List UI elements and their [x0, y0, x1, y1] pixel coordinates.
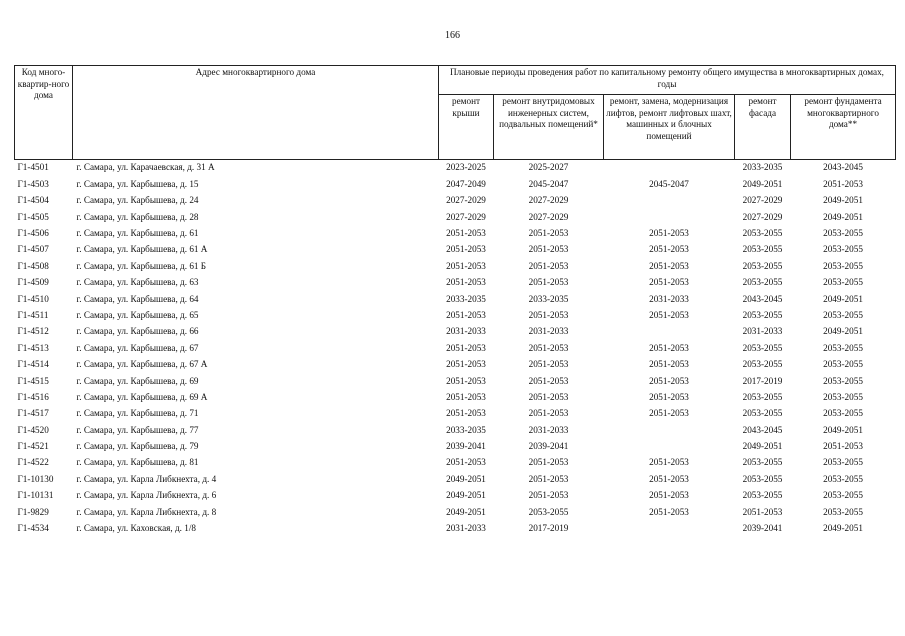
cell-roof: 2051-2053: [446, 375, 486, 386]
table-row: [15, 521, 896, 537]
table-row: [15, 357, 896, 373]
table-row: [15, 258, 896, 274]
header-roof: ремонт крыши: [439, 95, 494, 160]
cell-foundation: 2053-2055: [823, 490, 863, 501]
cell-systems: 2031-2033: [528, 424, 569, 435]
cell-code: Г1-4522: [17, 457, 49, 468]
cell-foundation: 2053-2055: [823, 457, 863, 468]
cell-elevators: 2051-2053: [649, 473, 689, 484]
cell-facade: 2053-2055: [742, 260, 783, 271]
cell-roof: 2049-2051: [446, 490, 486, 501]
table-row: [15, 340, 896, 356]
cell-address: г. Самара, ул. Карбышева, д. 81: [76, 457, 199, 468]
cell-elevators: 2051-2053: [649, 375, 689, 386]
cell-address: г. Самара, ул. Карбышева, д. 66: [76, 326, 199, 337]
cell-elevators: 2051-2053: [649, 457, 689, 468]
header-address: Адрес многоквартирного дома: [73, 66, 439, 160]
cell-elevators: 2051-2053: [649, 309, 689, 320]
cell-foundation: 2049-2051: [823, 326, 863, 337]
cell-code: Г1-4501: [17, 162, 49, 173]
cell-address: г. Самара, ул. Карбышева, д. 69: [76, 375, 199, 386]
cell-elevators: 2051-2053: [649, 244, 689, 255]
cell-facade: 2043-2045: [742, 424, 783, 435]
cell-systems: 2039-2041: [528, 441, 569, 452]
cell-code: Г1-4504: [17, 195, 49, 206]
cell-systems: 2025-2027: [528, 162, 569, 173]
cell-systems: 2051-2053: [528, 277, 569, 288]
cell-elevators: [604, 422, 735, 438]
cell-address: г. Самара, ул. Карла Либкнехта, д. 6: [76, 490, 217, 501]
cell-facade: 2053-2055: [742, 244, 783, 255]
cell-foundation: 2053-2055: [823, 277, 863, 288]
cell-foundation: 2053-2055: [823, 506, 863, 517]
table-row: [15, 504, 896, 520]
cell-facade: 2027-2029: [742, 211, 783, 222]
cell-code: Г1-4512: [17, 326, 49, 337]
cell-elevators: 2051-2053: [649, 260, 689, 271]
table-row: [15, 275, 896, 291]
cell-elevators: 2045-2047: [649, 178, 689, 189]
header-periods: Плановые периоды проведения работ по капитальному ремонту общего имущества в многоквартирных домах, годы: [439, 66, 896, 95]
cell-elevators: 2051-2053: [649, 506, 689, 517]
cell-facade: 2017-2019: [742, 375, 783, 386]
cell-address: г. Самара, ул. Карбышева, д. 77: [76, 424, 199, 435]
table-row: [15, 488, 896, 504]
cell-elevators: 2031-2033: [649, 293, 689, 304]
cell-foundation: 2051-2053: [823, 178, 863, 189]
cell-address: г. Самара, ул. Карбышева, д. 61: [76, 228, 199, 238]
cell-elevators: [604, 160, 735, 177]
page-number: 166: [445, 30, 460, 41]
cell-address: г. Самара, ул. Карбышева, д. 61 Б: [76, 260, 207, 271]
cell-address: г. Самара, ул. Каховская, д. 1/8: [76, 523, 197, 534]
table-row: [15, 471, 896, 487]
cell-facade: 2027-2029: [742, 195, 783, 206]
cell-code: Г1-4513: [17, 342, 49, 353]
cell-systems: 2051-2053: [528, 473, 569, 484]
cell-roof: 2051-2053: [446, 359, 486, 370]
cell-foundation: 2049-2051: [823, 293, 863, 304]
cell-facade: 2053-2055: [742, 309, 783, 320]
cell-roof: 2051-2053: [446, 408, 486, 419]
cell-foundation: 2053-2055: [823, 309, 863, 320]
table-row: [15, 242, 896, 258]
cell-address: г. Самара, ул. Карбышева, д. 64: [76, 293, 199, 304]
cell-foundation: 2053-2055: [823, 342, 863, 353]
header-elevators: ремонт, замена, модернизация лифтов, ремонт лифтовых шахт, машинных и блочных помещений: [604, 95, 735, 160]
table-row: [15, 455, 896, 471]
cell-systems: 2033-2035: [528, 293, 569, 304]
cell-code: Г1-4516: [17, 391, 49, 402]
header-facade: ремонт фасада: [735, 95, 791, 160]
cell-elevators: 2051-2053: [649, 391, 689, 402]
cell-facade: 2039-2041: [742, 523, 783, 534]
cell-roof: 2051-2053: [446, 342, 486, 353]
cell-code: Г1-4514: [17, 359, 49, 370]
table-row: [15, 160, 896, 177]
cell-address: г. Самара, ул. Карбышева, д. 61 А: [76, 244, 208, 255]
cell-foundation: 2049-2051: [823, 424, 863, 435]
cell-roof: 2049-2051: [446, 473, 486, 484]
table-row: [15, 389, 896, 405]
cell-code: Г1-4515: [17, 375, 49, 386]
cell-roof: 2047-2049: [446, 178, 486, 189]
cell-systems: 2031-2033: [528, 326, 569, 337]
cell-address: г. Самара, ул. Карачаевская, д. 31 А: [76, 162, 215, 173]
cell-roof: 2051-2053: [446, 309, 486, 320]
cell-facade: 2053-2055: [742, 391, 783, 402]
cell-foundation: 2053-2055: [823, 473, 863, 484]
cell-code: Г1-4510: [17, 293, 49, 304]
cell-address: г. Самара, ул. Карбышева, д. 28: [76, 211, 199, 222]
header-code: Код много-квартир-ного дома: [15, 66, 73, 160]
cell-address: г. Самара, ул. Карбышева, д. 63: [76, 277, 199, 288]
cell-code: Г1-4506: [17, 228, 49, 238]
cell-facade: 2053-2055: [742, 359, 783, 370]
table-row: [15, 193, 896, 209]
cell-roof: 2051-2053: [446, 260, 486, 271]
table-row: [15, 226, 896, 242]
cell-facade: 2053-2055: [742, 457, 783, 468]
cell-code: Г1-4511: [17, 309, 49, 320]
cell-systems: 2051-2053: [528, 228, 569, 238]
cell-foundation: 2049-2051: [823, 523, 863, 534]
cell-foundation: 2053-2055: [823, 228, 863, 238]
cell-facade: 2051-2053: [742, 506, 783, 517]
cell-code: Г1-4517: [17, 408, 49, 419]
cell-foundation: 2053-2055: [823, 408, 863, 419]
cell-systems: 2051-2053: [528, 391, 569, 402]
cell-foundation: 2049-2051: [823, 195, 863, 206]
cell-address: г. Самара, ул. Карбышева, д. 79: [76, 441, 199, 452]
cell-foundation: 2053-2055: [823, 375, 863, 386]
cell-systems: 2051-2053: [528, 408, 569, 419]
cell-elevators: 2051-2053: [649, 277, 689, 288]
cell-code: Г1-10131: [17, 490, 54, 501]
cell-elevators: [604, 521, 735, 537]
cell-address: г. Самара, ул. Карбышева, д. 69 А: [76, 391, 208, 402]
cell-systems: 2027-2029: [528, 211, 569, 222]
cell-systems: 2051-2053: [528, 375, 569, 386]
cell-roof: 2049-2051: [446, 506, 486, 517]
table-row: [15, 176, 896, 192]
cell-elevators: 2051-2053: [649, 359, 689, 370]
cell-facade: 2053-2055: [742, 408, 783, 419]
cell-systems: 2051-2053: [528, 244, 569, 255]
repair-schedule-table: [14, 65, 896, 537]
cell-systems: 2051-2053: [528, 342, 569, 353]
header-foundation: ремонт фундамента многоквартирного дома**: [791, 95, 896, 160]
cell-facade: 2053-2055: [742, 490, 783, 501]
cell-systems: 2045-2047: [528, 178, 569, 189]
cell-roof: 2051-2053: [446, 457, 486, 468]
cell-facade: 2049-2051: [742, 178, 783, 189]
cell-elevators: 2051-2053: [649, 408, 689, 419]
table-row: [15, 308, 896, 324]
cell-elevators: 2051-2053: [649, 228, 689, 238]
cell-foundation: 2049-2051: [823, 211, 863, 222]
cell-elevators: [604, 439, 735, 455]
cell-code: Г1-4534: [17, 523, 49, 534]
cell-elevators: [604, 324, 735, 340]
cell-code: Г1-4509: [17, 277, 49, 288]
cell-elevators: 2051-2053: [649, 342, 689, 353]
cell-systems: 2051-2053: [528, 309, 569, 320]
cell-address: г. Самара, ул. Карбышева, д. 24: [76, 195, 199, 206]
cell-systems: 2027-2029: [528, 195, 569, 206]
cell-elevators: [604, 193, 735, 209]
table-row: [15, 406, 896, 422]
cell-roof: 2031-2033: [446, 326, 486, 337]
cell-facade: 2043-2045: [742, 293, 783, 304]
cell-elevators: [604, 209, 735, 225]
cell-roof: 2027-2029: [446, 211, 486, 222]
cell-roof: 2051-2053: [446, 277, 486, 288]
table-row: [15, 422, 896, 438]
cell-code: Г1-4521: [17, 441, 49, 452]
cell-elevators: 2051-2053: [649, 490, 689, 501]
cell-foundation: 2053-2055: [823, 260, 863, 271]
cell-systems: 2051-2053: [528, 359, 569, 370]
table-row: [15, 324, 896, 340]
header-systems: ремонт внутридомовых инженерных систем, подвальных помещений*: [494, 95, 604, 160]
cell-roof: 2031-2033: [446, 523, 486, 534]
cell-address: г. Самара, ул. Карбышева, д. 67: [76, 342, 199, 353]
cell-systems: 2017-2019: [528, 523, 569, 534]
cell-code: Г1-10130: [17, 473, 54, 484]
cell-address: г. Самара, ул. Карбышева, д. 71: [76, 408, 199, 419]
cell-code: Г1-4508: [17, 260, 49, 271]
cell-address: г. Самара, ул. Карбышева, д. 65: [76, 309, 199, 320]
cell-foundation: 2043-2045: [823, 162, 863, 173]
cell-systems: 2051-2053: [528, 490, 569, 501]
cell-roof: 2033-2035: [446, 424, 486, 435]
cell-roof: 2051-2053: [446, 228, 486, 238]
cell-facade: 2053-2055: [742, 473, 783, 484]
cell-roof: 2039-2041: [446, 441, 486, 452]
cell-roof: 2023-2025: [446, 162, 486, 173]
cell-roof: 2033-2035: [446, 293, 486, 304]
table-row: [15, 291, 896, 307]
cell-systems: 2053-2055: [528, 506, 569, 517]
cell-systems: 2051-2053: [528, 260, 569, 271]
cell-code: Г1-9829: [17, 506, 49, 517]
cell-facade: 2049-2051: [742, 441, 783, 452]
cell-foundation: 2051-2053: [823, 441, 863, 452]
cell-facade: 2053-2055: [742, 277, 783, 288]
cell-roof: 2051-2053: [446, 244, 486, 255]
table-row: [15, 439, 896, 455]
cell-facade: 2031-2033: [742, 326, 783, 337]
cell-systems: 2051-2053: [528, 457, 569, 468]
cell-code: Г1-4505: [17, 211, 49, 222]
cell-address: г. Самара, ул. Карла Либкнехта, д. 4: [76, 473, 217, 484]
table-body: [15, 160, 896, 537]
cell-code: Г1-4507: [17, 244, 49, 255]
cell-roof: 2027-2029: [446, 195, 486, 206]
cell-foundation: 2053-2055: [823, 244, 863, 255]
cell-roof: 2051-2053: [446, 391, 486, 402]
cell-foundation: 2053-2055: [823, 391, 863, 402]
cell-foundation: 2053-2055: [823, 359, 863, 370]
cell-facade: 2033-2035: [742, 162, 783, 173]
cell-address: г. Самара, ул. Карбышева, д. 67 А: [76, 359, 208, 370]
cell-address: г. Самара, ул. Карбышева, д. 15: [76, 178, 199, 189]
cell-code: Г1-4503: [17, 178, 49, 189]
cell-facade: 2053-2055: [742, 342, 783, 353]
cell-code: Г1-4520: [17, 424, 49, 435]
table-row: [15, 209, 896, 225]
table-row: [15, 373, 896, 389]
cell-address: г. Самара, ул. Карла Либкнехта, д. 8: [76, 506, 217, 517]
cell-facade: 2053-2055: [742, 228, 783, 238]
